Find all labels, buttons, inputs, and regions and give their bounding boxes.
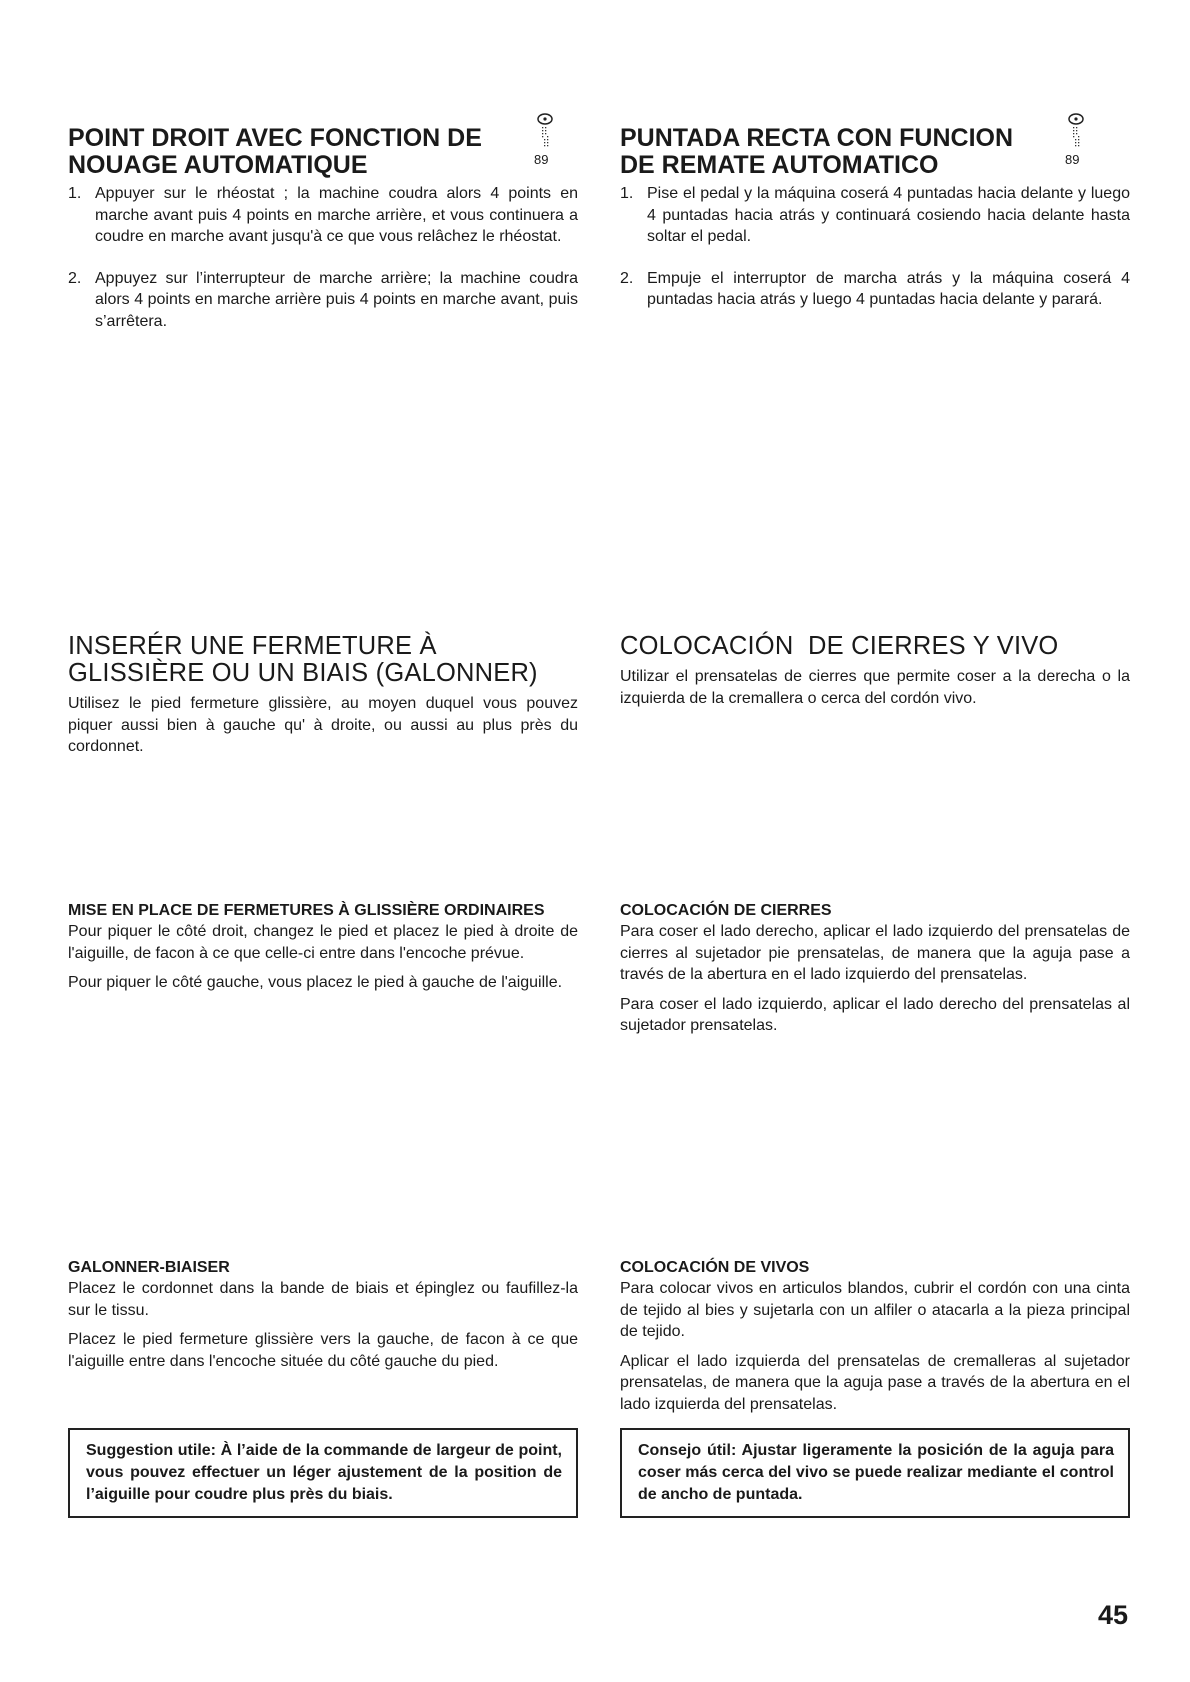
es-title-zipper: COLOCACIÓN DE CIERRES Y VIVO bbox=[620, 632, 1059, 660]
stitch-pattern-icon bbox=[1063, 112, 1089, 172]
paragraph: Para colocar vivos en articulos blandos, cubrir el cordón con una cinta de tejido al bies y sujetarla con un alfiler o atacarla a la pieza principal de tejido. bbox=[620, 1280, 1130, 1340]
paragraph: Placez le cordonnet dans la bande de biais et épinglez ou faufillez-la sur le tissu. bbox=[68, 1280, 578, 1319]
stitch-number: 89 bbox=[534, 152, 549, 167]
list-item: 1. Pise el pedal y la máquina coserá 4 puntadas hacia delante y luego 4 puntadas hacia atrás y continuará cosiendo hacia delante hasta soltar el pedal. bbox=[620, 185, 1130, 245]
stitch-number: 89 bbox=[1065, 152, 1080, 167]
fr-zipper-intro-text: Utilisez le pied fermeture glissière, au moyen duquel vous pouvez piquer aussi bien à gauche qu' à droite, ou aussi au plus près du cordonnet. bbox=[68, 695, 578, 755]
page-number: 45 bbox=[1097, 1600, 1128, 1630]
es-zipper-intro-text: Utilizar el prensatelas de cierres que permite coser a la derecha o la izquierda de la cremallera o cerca del cordón vivo. bbox=[620, 668, 1130, 707]
es-subtitle-piping: COLOCACIÓN DE VIVOS bbox=[620, 1259, 810, 1276]
es-section-zipper bbox=[620, 900, 1130, 1037]
fr-title-zipper: INSERÉR UNE FERMETURE À GLISSIÈRE OU UN BIAIS (GALONNER) bbox=[68, 632, 538, 687]
list-item: 2. Empuje el interruptor de marcha atrás y la máquina coserá 4 puntadas hacia atrás y luego 4 puntadas hacia delante y parará. bbox=[620, 269, 1130, 308]
es-section-auto-lock bbox=[620, 125, 1130, 331]
fr-section-zipper-intro bbox=[68, 633, 578, 758]
fr-steps-list bbox=[68, 183, 578, 332]
fr-section-zipper-ordinary bbox=[68, 900, 578, 994]
es-steps-list bbox=[620, 183, 1130, 311]
paragraph: Aplicar el lado izquierda del prensatelas de cremalleras al sujetador prensatelas, de manera que la aguja pase a través de la abertura en el lado izquierda del prensatelas. bbox=[620, 1352, 1130, 1413]
es-section-zipper-intro bbox=[620, 633, 1130, 709]
fr-subtitle-piping: GALONNER-BIAISER bbox=[68, 1259, 230, 1276]
list-item: 1. Appuyer sur le rhéostat ; la machine coudra alors 4 points en marche avant puis 4 points en marche arrière, et vous continuera a coudre en marche avant jusqu'à ce que vous relâchez le rhéostat. bbox=[68, 185, 578, 245]
es-subtitle-zipper: COLOCACIÓN DE CIERRES bbox=[620, 902, 832, 919]
stitch-pattern-icon bbox=[532, 112, 558, 172]
list-item: 2. Appuyez sur l’interrupteur de marche arrière; la machine coudra alors 4 points en marche arrière puis 4 points en marche avant, puis s’arrêtera. bbox=[68, 269, 578, 330]
paragraph: Para coser el lado derecho, aplicar el lado izquierdo del prensatelas de cierres al sujetador pie prensatelas, de manera que la aguja pase a través de la abertura en el lado izquierdo del prensatelas. bbox=[620, 923, 1130, 983]
paragraph: Para coser el lado izquierdo, aplicar el lado derecho del prensatelas al sujetador prensatelas. bbox=[620, 995, 1130, 1034]
paragraph: Pour piquer le côté gauche, vous placez le pied à gauche de l'aiguille. bbox=[68, 974, 563, 991]
es-section-piping bbox=[620, 1257, 1130, 1415]
fr-title-auto-lock: POINT DROIT AVEC FONCTION DE NOUAGE AUTOMATIQUE bbox=[68, 124, 482, 179]
fr-section-piping bbox=[68, 1257, 578, 1372]
fr-tip-box: Suggestion utile: À l’aide de la commande de largeur de point, vous pouvez effectuer un léger ajustement de la position de l’aiguille pour coudre plus près du biais. bbox=[68, 1428, 578, 1518]
es-title-auto-lock: PUNTADA RECTA CON FUNCION DE REMATE AUTOMATICO bbox=[620, 124, 1014, 179]
paragraph: Pour piquer le côté droit, changez le pied et placez le pied à droite de l'aiguille, de facon à ce que celle-ci entre dans l'encoche prévue. bbox=[68, 923, 578, 962]
paragraph: Placez le pied fermeture glissière vers la gauche, de facon à ce que l'aiguille entre dans l'encoche située du côté gauche du pied. bbox=[68, 1331, 578, 1370]
fr-section-auto-lock bbox=[68, 125, 578, 352]
fr-subtitle-zipper-ordinary: MISE EN PLACE DE FERMETURES À GLISSIÈRE ORDINAIRES bbox=[68, 902, 545, 919]
es-tip-box: Consejo útil: Ajustar ligeramente la posición de la aguja para coser más cerca del vivo se puede realizar mediante el control de ancho de puntada. bbox=[620, 1428, 1130, 1518]
